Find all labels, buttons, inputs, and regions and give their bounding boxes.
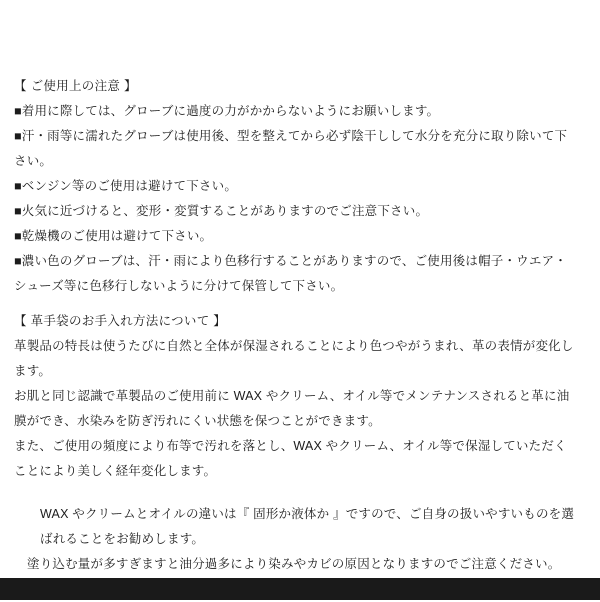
usage-cautions-list [14, 99, 578, 299]
list-item: ■ベンジン等のご使用は避けて下さい。 [14, 179, 238, 193]
paragraph-spacer [14, 484, 578, 502]
list-item: ■火気に近づけると、変形・変質することがありますのでご注意下さい。 [14, 204, 429, 218]
section-usage-cautions [14, 74, 578, 299]
list-item: ■乾燥機のご使用は避けて下さい。 [14, 229, 213, 243]
section-leather-glove-care [14, 309, 578, 602]
section-title-usage-cautions: 【 ご使用上の注意 】 [14, 79, 137, 93]
paragraph: お肌と同じ認識で革製品のご使用前に WAX やクリーム、オイル等でメンテナンスされると革に油膜ができ、水染みを防ぎ汚れにくい状態を保つことができます。 [14, 389, 570, 428]
footer-band [0, 578, 600, 600]
list-item: ■濃い色のグローブは、汗・雨により色移行することがありますので、ご使用後は帽子・ウエア・シューズ等に色移行しないように分けて保管して下さい。 [14, 254, 567, 293]
section-title-leather-glove-care: 【 革手袋のお手入れ方法について 】 [14, 314, 227, 328]
paragraph: また、ご使用の頻度により布等で汚れを落とし、WAX やクリーム、オイル等で保湿していただくことにより美しく経年変化します。 [14, 439, 567, 478]
list-item: ■汗・雨等に濡れたグローブは使用後、型を整えてから必ず陰干しして水分を充分に取り除いて下さい。 [14, 129, 568, 168]
paragraph: WAX やクリームとオイルの違いは『 固形か液体か 』ですので、ご自身の扱いやすいものを選ばれることをお勧めします。 [40, 507, 575, 546]
paragraph: 塗り込む量が多すぎますと油分過多により染みやカビの原因となりますのでご注意ください。 [27, 557, 561, 571]
list-item: ■着用に際しては、グローブに過度の力がかからないようにお願いします。 [14, 104, 440, 118]
section-spacer [14, 299, 578, 309]
paragraph: 革製品の特長は使うたびに自然と全体が保湿されることにより色つやがうまれ、革の表情が変化します。 [14, 339, 574, 378]
